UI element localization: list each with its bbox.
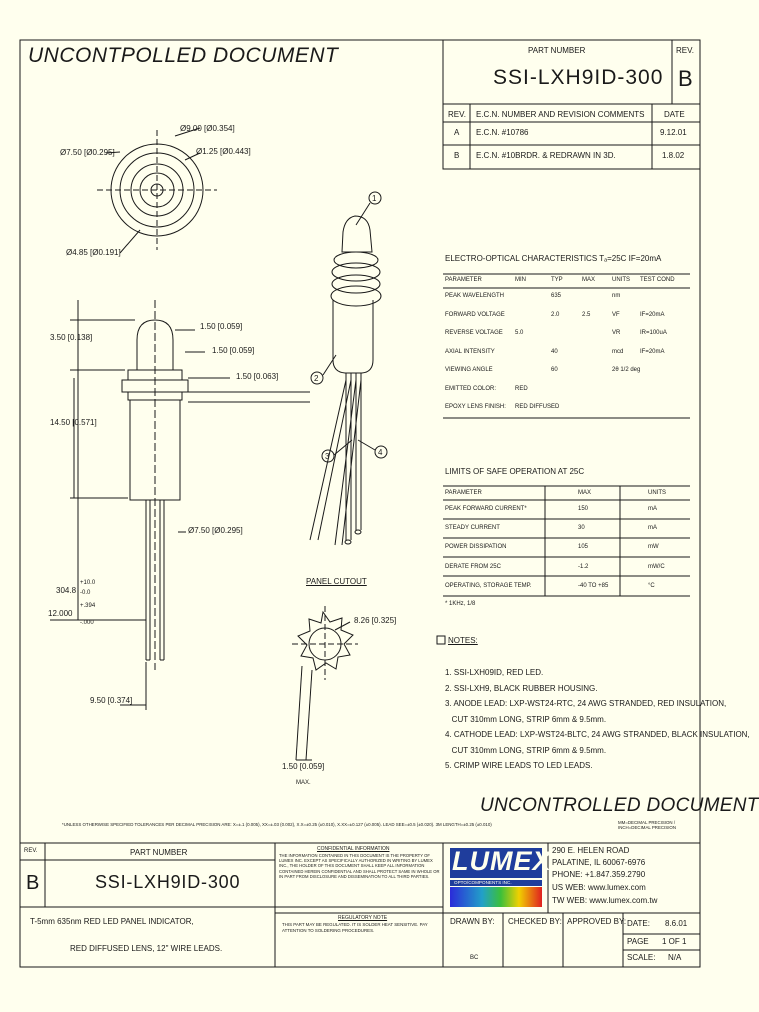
phone: PHONE: +1.847.359.2790	[552, 870, 646, 879]
tolerance-note: *UNLESS OTHERWISE SPECIFIED TOLERANCES PER DECIMAL PRECISION ARE: X=±.1 (0.005), XX=±.03 (0.002), X.X=±0.25 (±0.010), X.XX=±0.127 (±0.005). LEAD SEE=±0.5 (±0.020). 3M LENGTH=±0.25 (±0.010)	[62, 822, 492, 827]
note-item: 1. SSI-LXH09ID, RED LED.	[445, 668, 544, 677]
panel-cutout-title: PANEL CUTOUT	[306, 577, 367, 586]
revision-row-b-ecn: E.C.N. #10BRDR. & REDRAWN IN 3D.	[476, 151, 616, 160]
eo-cell: VR	[612, 330, 621, 336]
safe-operation-cell: OPERATING, STORAGE TEMP.	[445, 582, 532, 589]
revision-row-a-rev: A	[454, 128, 460, 137]
safe-operation-cell: STEADY CURRENT	[445, 525, 500, 532]
safe-operation-cell: mW/C	[648, 563, 665, 570]
date-col-header: DATE	[664, 110, 685, 119]
address-line-2: PALATINE, IL 60067-6976	[552, 858, 646, 867]
led-side-view	[50, 300, 310, 710]
eo-cell: 40	[551, 348, 558, 355]
safe-header-max: MAX	[578, 490, 592, 496]
us-web[interactable]: US WEB: www.lumex.com	[552, 883, 646, 892]
drawn-by-label: DRAWN BY:	[450, 917, 495, 926]
safe-operation-cell: POWER DISSIPATION	[445, 544, 507, 551]
date-label: DATE:	[627, 919, 650, 928]
side-dim-lead-inch-tol-minus: -.000	[80, 620, 94, 626]
eo-cell: EPOXY LENS FINISH:	[445, 404, 506, 410]
led-3d-view	[310, 192, 387, 545]
revision-row-b-date: 1.8.02	[662, 151, 685, 160]
note-item: 5. CRIMP WIRE LEADS TO LED LEADS.	[445, 761, 593, 770]
safe-operation-cell: mA	[648, 525, 657, 532]
side-dim-dome: 3.50 [0.138]	[50, 333, 93, 342]
approved-by-label: APPROVED BY:	[567, 917, 627, 926]
revision-row-b-rev: B	[454, 151, 460, 160]
eo-cell: 5.0	[515, 330, 524, 336]
top-view-dim-body: Ø7.50 [Ø0.295]	[60, 148, 115, 157]
eo-cell: mcd	[612, 348, 624, 355]
safe-operation-table-lines	[443, 486, 690, 596]
footer-rev-value: B	[26, 872, 40, 894]
safe-operation-cell: 105	[578, 544, 589, 551]
eo-cell: IR=100uA	[640, 330, 667, 336]
callout-1: 1	[372, 194, 377, 203]
side-dim-strip: 9.50 [0.374]	[90, 696, 133, 705]
safe-operation-cell: -1.2	[578, 563, 589, 570]
description-line-2: RED DIFFUSED LENS, 12" WIRE LEADS.	[70, 944, 223, 953]
rev-label: REV.	[676, 46, 694, 55]
revision-row-a-ecn: E.C.N. #10786	[476, 128, 529, 137]
note-item: 2. SSI-LXH9, BLACK RUBBER HOUSING.	[445, 683, 598, 693]
confidential-title: CONFIDENTIAL INFORMATION	[317, 846, 390, 852]
safe-operation-cell: mW	[648, 544, 659, 551]
callout-4: 4	[378, 448, 383, 457]
side-dim-b: 1.50 [0.059]	[212, 346, 255, 355]
safe-operation-cell: PEAK FORWARD CURRENT*	[445, 506, 527, 512]
eo-header-typ: TYP	[551, 277, 563, 283]
top-view-dim-flange: Ø1.25 [Ø0.443]	[196, 147, 251, 156]
eo-cell: FORWARD VOLTAGE	[445, 311, 505, 318]
revision-row-a-date: 9.12.01	[660, 128, 687, 137]
eo-cell: 60	[551, 367, 558, 373]
callout-3: 3	[325, 452, 330, 461]
decimal-precision-note: MM=DECIMAL PRECISION / INCH=DECIMAL PRECISION	[618, 820, 677, 830]
side-dim-lead-tol-minus: -0.0	[80, 590, 91, 596]
safe-header-units: UNITS	[648, 490, 666, 496]
footer-part-number-label: PART NUMBER	[130, 848, 188, 857]
eo-cell: nm	[612, 293, 621, 299]
date-value: 8.6.01	[665, 919, 688, 928]
eo-cell: PEAK WAVELENGTH	[445, 293, 505, 299]
eo-cell: 2.5	[582, 311, 591, 318]
eo-cell: 2θ 1/2 deg	[612, 367, 641, 373]
page-label: PAGE	[627, 937, 649, 946]
description-line-1: T-5mm 635nm RED LED PANEL INDICATOR,	[30, 917, 194, 926]
regulatory-text: THIS PART MAY BE REGULATED. IT IS SOLDER HEAT SENSITIVE. PAY ATTENTION TO SOLDERING PROCEDURES.	[282, 922, 428, 933]
note-item: 4. CATHODE LEAD: LXP-WST24-BLTC, 24 AWG STRANDED, BLACK INSULATION,	[445, 730, 750, 739]
eo-cell: RED DIFFUSED	[515, 404, 560, 410]
eo-cell: EMITTED COLOR:	[445, 385, 497, 392]
side-dim-lead-length: 304.8	[56, 586, 77, 595]
eo-cell: IF=20mA	[640, 348, 665, 355]
panel-cutout-diameter: 8.26 [0.325]	[354, 616, 397, 625]
address-line-1: 290 E. HELEN ROAD	[552, 846, 630, 855]
side-dim-a: 1.50 [0.059]	[200, 322, 243, 331]
safe-operation-cell: mA	[648, 506, 657, 512]
eo-header-max: MAX	[582, 277, 596, 283]
side-dim-body-length: 14.50 [0.571]	[50, 418, 97, 427]
rev-value: B	[678, 66, 693, 91]
side-dim-lead-inch: 12.000	[48, 609, 73, 618]
footer-rev-label: REV.	[24, 848, 38, 854]
safe-operation-cell: 150	[578, 506, 589, 512]
eo-cell: REVERSE VOLTAGE	[445, 330, 503, 336]
rev-col-header: REV.	[448, 110, 466, 119]
eo-cell: 635	[551, 293, 562, 299]
eo-header-parameter: PARAMETER	[445, 277, 482, 283]
eo-cell: IF=20mA	[640, 311, 665, 318]
note-item: 3. ANODE LEAD: LXP-WST24-RTC, 24 AWG STRANDED, RED INSULATION,	[445, 699, 727, 708]
scale-label: SCALE:	[627, 953, 656, 962]
part-number-label: PART NUMBER	[528, 46, 586, 55]
safe-operation-footnote: * 1KHz, 1/8	[445, 601, 476, 607]
eo-cell: AXIAL INTENSITY	[445, 348, 495, 355]
scale-value: N/A	[668, 953, 682, 962]
panel-cutout-drawing	[292, 606, 358, 760]
safe-operation-cell: -40 TO +85	[578, 582, 609, 589]
panel-cutout-tab-width: 1.50 [0.059]	[282, 762, 325, 771]
notes-title: NOTES:	[448, 636, 478, 645]
uncontrolled-document-stamp-bottom: UNCONTROLLED DOCUMENT	[480, 795, 759, 816]
side-dim-lead-inch-tol-plus: +.394	[80, 603, 96, 609]
note-item: CUT 310mm LONG, STRIP 6mm & 9.5mm.	[445, 745, 607, 755]
side-dim-body-diameter: Ø7.50 [Ø0.295]	[188, 526, 243, 535]
top-view-dim-outer: Ø9.00 [Ø0.354]	[180, 124, 235, 133]
uncontrolled-document-stamp-top: UNCONTPOLLED DOCUMENT	[28, 44, 339, 67]
page-value: 1 OF 1	[662, 937, 687, 946]
eo-cell: VF	[612, 311, 620, 318]
callout-2: 2	[314, 374, 319, 383]
top-view-dim-lens: Ø4.85 [Ø0.191]	[66, 248, 121, 257]
drawn-by-value: BC	[470, 955, 479, 961]
tw-web[interactable]: TW WEB: www.lumex.com.tw	[552, 896, 658, 905]
eo-header-units: UNITS	[612, 277, 630, 283]
eo-header-test-cond: TEST COND	[640, 277, 675, 283]
electro-optical-title: ELECTRO-OPTICAL CHARACTERISTICS Tₐ=25C IF=20mA	[445, 254, 662, 263]
eo-cell: RED	[515, 385, 528, 392]
part-number: SSI-LXH9ID-300	[493, 66, 664, 89]
lumex-logo: LUMEX	[452, 846, 552, 876]
safe-operation-cell: DERATE FROM 25C	[445, 563, 501, 570]
note-item: CUT 310mm LONG, STRIP 6mm & 9.5mm.	[445, 714, 607, 724]
panel-cutout-max: MAX.	[296, 780, 311, 786]
confidential-text: THE INFORMATION CONTAINED IN THIS DOCUMENT IS THE PROPERTY OF LUMEX INC. EXCEPT AS SPECIFICALLY AUTHORIZED IN WRITING BY LUMEX INC., THE HOLDER OF THIS DOCUMENT SHALL KEEP ALL INFORMATION CONTAINED HEREIN CONFIDENTIAL AND SHALL PROTECT SAME IN WHOLE OR IN PART FROM DISCLOSURE AND DISSEMINATION TO ALL THIRD PARTIES.	[279, 853, 440, 879]
safe-operation-cell: 30	[578, 525, 585, 532]
side-dim-c: 1.50 [0.063]	[236, 372, 279, 381]
eo-cell: VIEWING ANGLE	[445, 367, 493, 373]
safe-operation-title: LIMITS OF SAFE OPERATION AT 25C	[445, 467, 585, 476]
side-dim-lead-tol-plus: +10.0	[80, 580, 96, 586]
checked-by-label: CHECKED BY:	[508, 917, 562, 926]
eo-cell: 2.0	[551, 311, 560, 318]
lumex-logo-subtitle: OPTO/COMPONENTS INC.	[454, 880, 512, 885]
eo-header-min: MIN	[515, 277, 526, 283]
safe-operation-cell: °C	[648, 582, 655, 589]
safe-header-parameter: PARAMETER	[445, 490, 482, 496]
regulatory-title: REGULATORY NOTE	[338, 915, 388, 921]
ecn-col-header: E.C.N. NUMBER AND REVISION COMMENTS	[476, 110, 645, 119]
footer-part-number: SSI-LXH9ID-300	[95, 872, 241, 892]
